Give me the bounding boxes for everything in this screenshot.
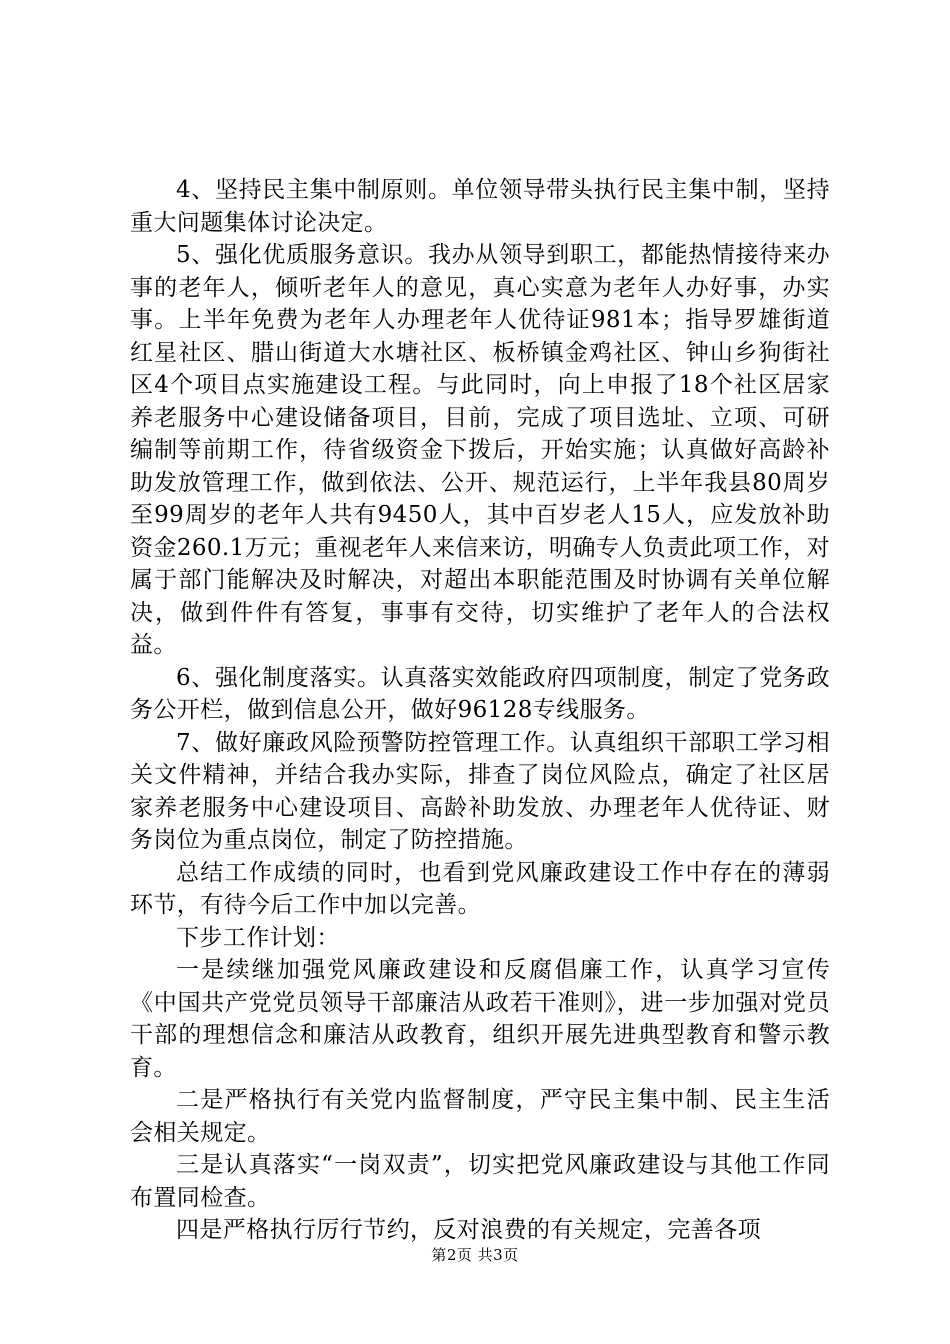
- page-footer: 第2页 共3页: [431, 1246, 519, 1264]
- paragraph-item-5: 5、强化优质服务意识。我办从领导到职工，都能热情接待来办事的老年人，倾听老年人的意见，真心实意为老年人办好事，办实事。上半年免费为老年人办理老年人优待证981本；指导罗雄街道红星社区、腊山街道大水塘社区、板桥镇金鸡社区、钟山乡狗街社区4个项目点实施建设工程。与此同时，向上申报了18个社区居家养老服务中心建设储备项目，目前，完成了项目选址、立项、可研编制等前期工作，待省级资金下拨后，开始实施；认真做好高龄补助发放管理工作，做到依法、公开、规范运行，上半年我县80周岁至99周岁的老年人共有9450人，其中百岁老人15人，应发放补助资金260.1万元；重视老年人来信来访，明确专人负责此项工作，对属于部门能解决及时解决，对超出本职能范围及时协调有关单位解决，做到件件有答复，事事有交待，切实维护了老年人的合法权益。: [130, 242, 830, 658]
- document-body: [130, 174, 830, 1247]
- paragraph-plan-2: 二是严格执行有关党内监督制度，严守民主集中制、民主生活会相关规定。: [130, 1087, 830, 1146]
- paragraph-next-plan-heading: 下步工作计划：: [176, 924, 340, 951]
- paragraph-item-7: 7、做好廉政风险预警防控管理工作。认真组织干部职工学习相关文件精神，并结合我办实际，排查了岗位风险点，确定了社区居家养老服务中心建设项目、高龄补助发放、办理老年人优待证、财务岗位为重点岗位，制定了防控措施。: [130, 729, 830, 853]
- paragraph-item-4: 4、坚持民主集中制原则。单位领导带头执行民主集中制，坚持重大问题集体讨论决定。: [130, 177, 830, 236]
- paragraph-plan-4: 四是严格执行厉行节约，反对浪费的有关规定，完善各项: [176, 1217, 761, 1243]
- paragraph-plan-3: 三是认真落实“一岗双责”，切实把党风廉政建设与其他工作同布置同检查。: [130, 1152, 830, 1211]
- paragraph-item-6: 6、强化制度落实。认真落实效能政府四项制度，制定了党务政务公开栏，做到信息公开，做好96128专线服务。: [130, 664, 830, 723]
- paragraph-summary: 总结工作成绩的同时，也看到党风廉政建设工作中存在的薄弱环节，有待今后工作中加以完善。: [130, 859, 830, 918]
- paragraph-plan-1: 一是续继加强党风廉政建设和反腐倡廉工作，认真学习宣传《中国共产党党员领导干部廉洁从政若干准则》，进一步加强对党员干部的理想信念和廉洁从政教育，组织开展先进典型教育和警示教育。: [130, 957, 830, 1081]
